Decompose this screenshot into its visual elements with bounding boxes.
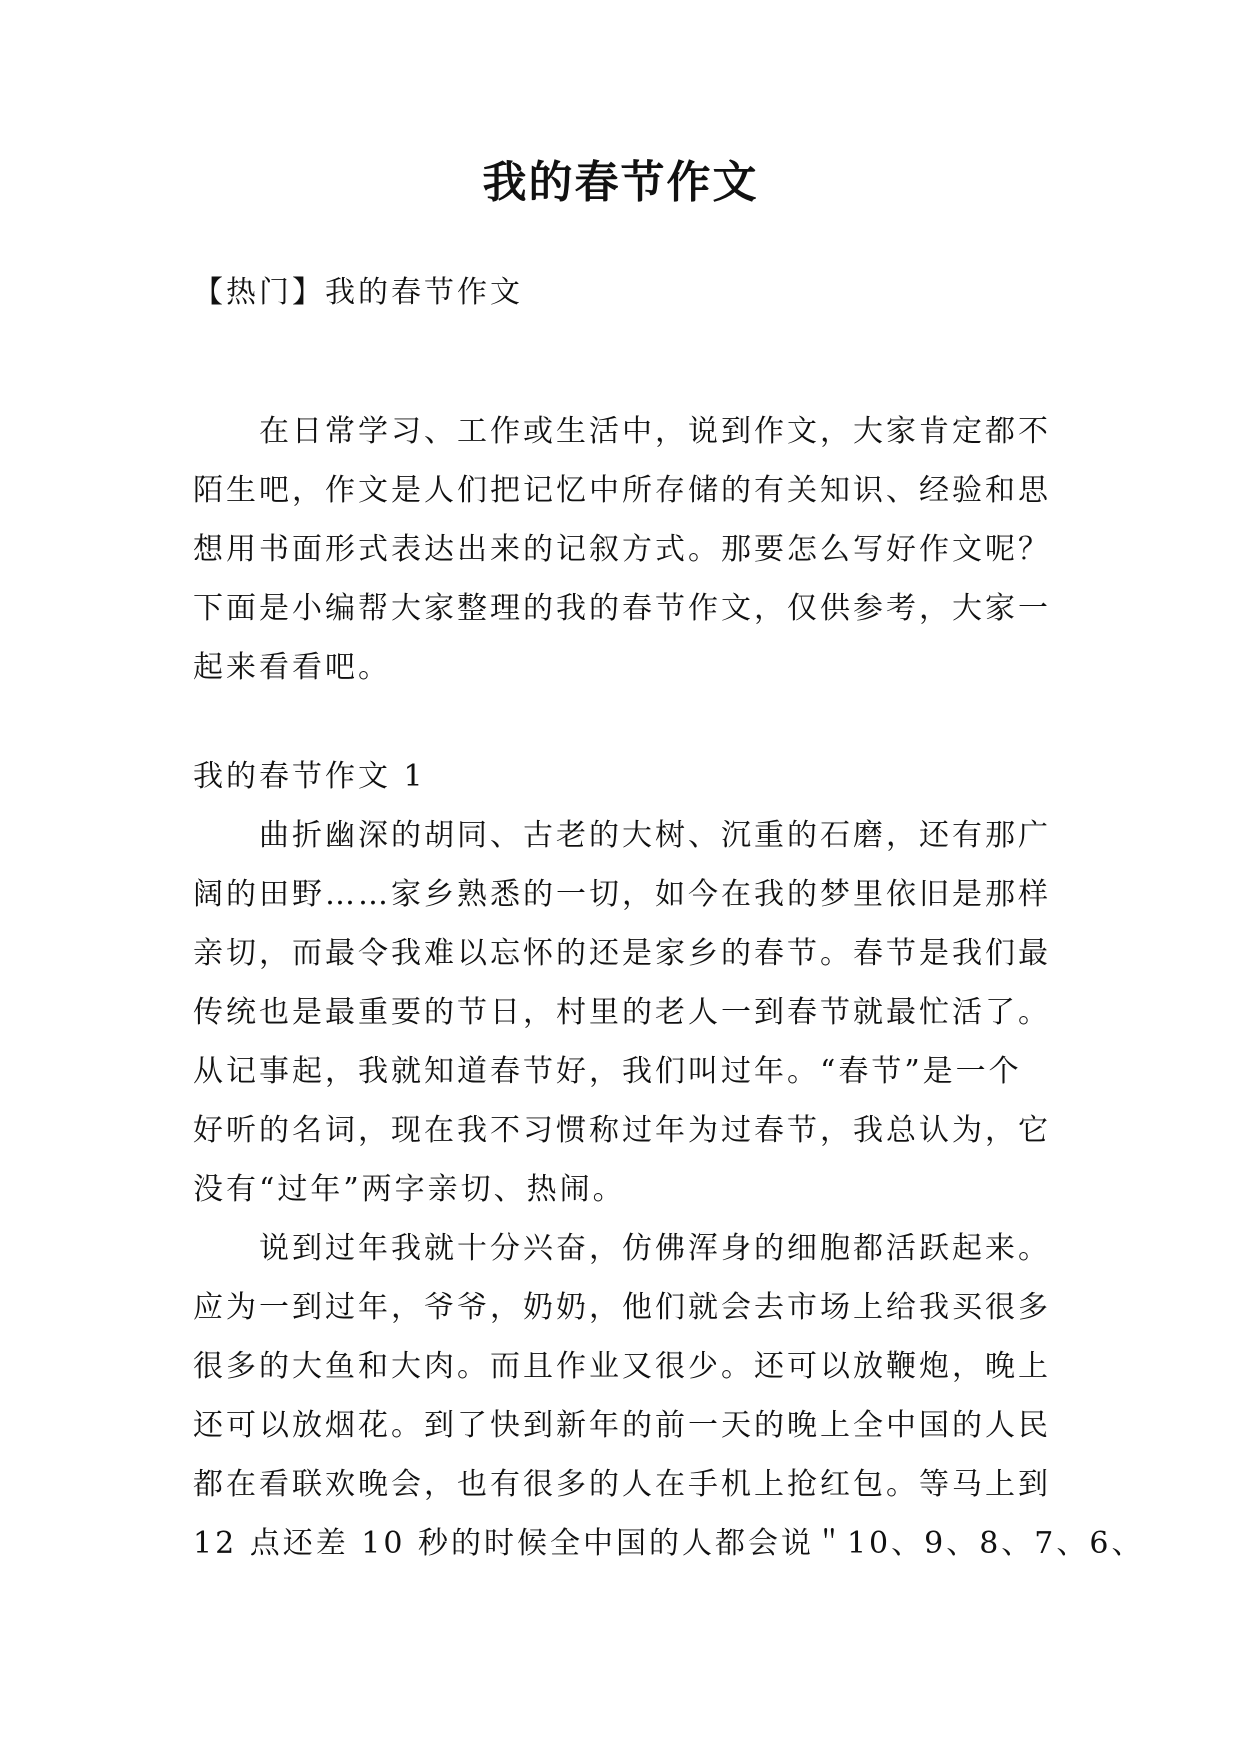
section-line: 好听的名词，现在我不习惯称过年为过春节，我总认为，它: [193, 1113, 1051, 1148]
section-line: 传统也是最重要的节日，村里的老人一到春节就最忙活了。: [193, 995, 1051, 1030]
intro-paragraph: [193, 402, 1055, 697]
document-subtitle: 【热门】我的春节作文: [193, 275, 523, 310]
section-line: 都在看联欢晚会，也有很多的人在手机上抢红包。等马上到: [193, 1467, 1051, 1502]
section-line: 说到过年我就十分兴奋，仿佛浑身的细胞都活跃起来。: [193, 1231, 1051, 1266]
essay-section: [193, 747, 1145, 1573]
section-line: 阔的田野……家乡熟悉的一切，如今在我的梦里依旧是那样: [193, 877, 1051, 912]
section-line: 很多的大鱼和大肉。而且作业又很少。还可以放鞭炮，晚上: [193, 1349, 1051, 1384]
intro-line: 想用书面形式表达出来的记叙方式。那要怎么写好作文呢？: [193, 532, 1051, 567]
intro-line: 在日常学习、工作或生活中，说到作文，大家肯定都不: [193, 414, 1051, 449]
section-line: 从记事起，我就知道春节好，我们叫过年。“春节”是一个: [193, 1054, 1022, 1089]
section-line: 还可以放烟花。到了快到新年的前一天的晚上全中国的人民: [193, 1408, 1051, 1443]
section-line: 曲折幽深的胡同、古老的大树、沉重的石磨，还有那广: [193, 818, 1051, 853]
section-line: 亲切，而最令我难以忘怀的还是家乡的春节。春节是我们最: [193, 936, 1051, 971]
section-line: 12 点还差 10 秒的时候全中国的人都会说＂10、9、8、7、6、: [193, 1526, 1145, 1561]
section-heading: 我的春节作文 1: [193, 759, 426, 794]
document-title: 我的春节作文: [482, 157, 759, 208]
intro-line: 陌生吧，作文是人们把记忆中所存储的有关知识、经验和思: [193, 473, 1051, 508]
intro-line: 起来看看吧。: [193, 650, 391, 685]
intro-line: 下面是小编帮大家整理的我的春节作文，仅供参考，大家一: [193, 591, 1051, 626]
section-line: 没有“过年”两字亲切、热闹。: [193, 1172, 626, 1207]
section-line: 应为一到过年，爷爷，奶奶，他们就会去市场上给我买很多: [193, 1290, 1051, 1325]
